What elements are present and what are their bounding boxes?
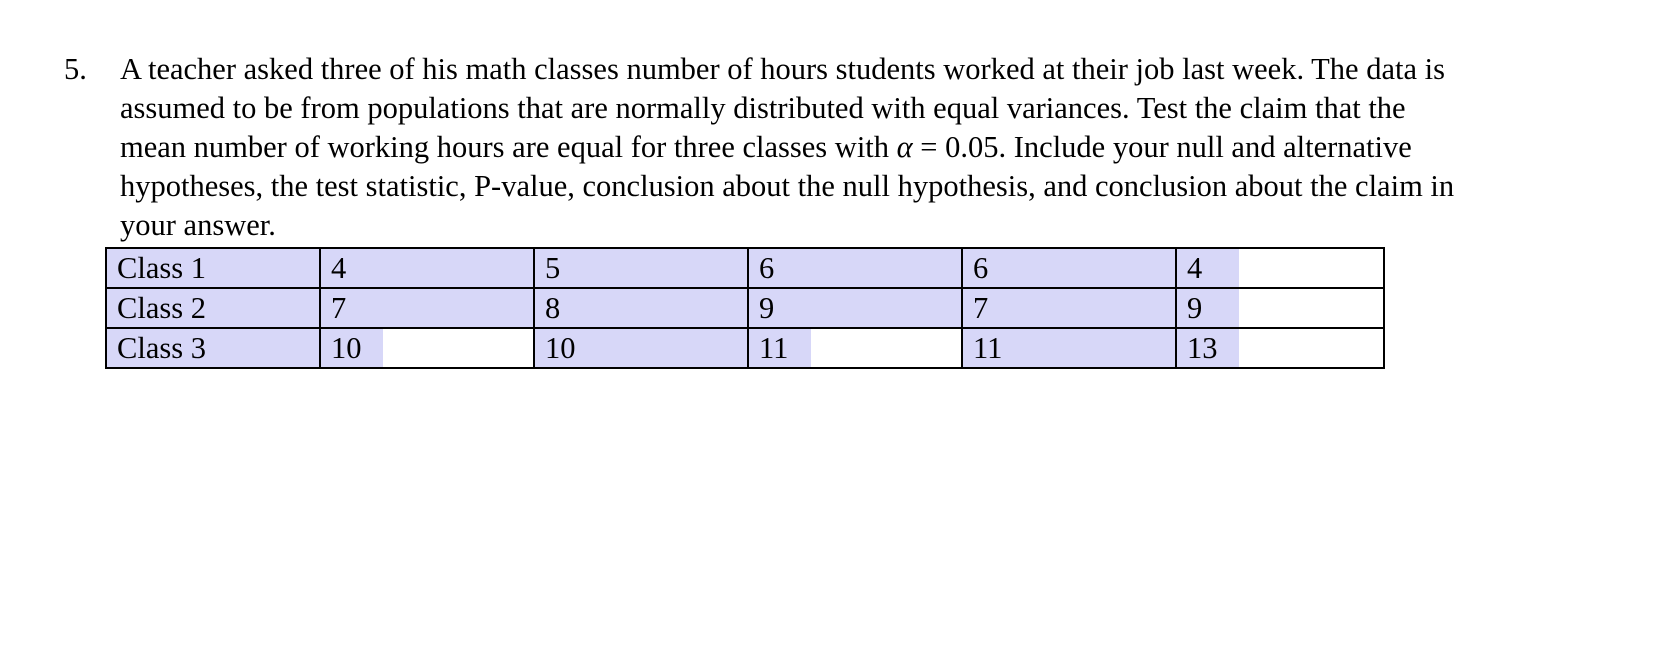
table-cell <box>534 248 748 288</box>
table-cell <box>962 328 1176 368</box>
table-cell <box>320 248 534 288</box>
table-cell <box>534 288 748 328</box>
table-cell <box>962 248 1176 288</box>
table-cell-label <box>106 248 320 288</box>
cell-text: 10 <box>321 329 383 367</box>
cell-text: 9 <box>1177 289 1239 327</box>
table-cell <box>320 328 534 368</box>
table-row-class-3 <box>106 328 1384 368</box>
cell-text: 4 <box>321 249 533 287</box>
cell-text: 10 <box>535 329 747 367</box>
table-cell <box>962 288 1176 328</box>
cell-text: 11 <box>963 329 1175 367</box>
question-number: 5. <box>64 52 87 86</box>
question-line: A teacher asked three of his math classes number of hours students worked at their job last week. The data is <box>120 52 1445 86</box>
table-cell-label <box>106 288 320 328</box>
table-cell <box>748 288 962 328</box>
question-line: your answer. <box>120 208 276 242</box>
cell-text: 13 <box>1177 329 1239 367</box>
cell-text: 9 <box>749 289 961 327</box>
table-row-class-2 <box>106 288 1384 328</box>
cell-text: Class 3 <box>107 329 319 367</box>
table-cell <box>748 328 962 368</box>
table-cell <box>534 328 748 368</box>
alpha-value-text: = 0.05. Include your null and alternative <box>912 130 1412 164</box>
table-cell <box>1176 328 1384 368</box>
cell-text: 4 <box>1177 249 1239 287</box>
table-row-class-1 <box>106 248 1384 288</box>
cell-text: Class 2 <box>107 289 319 327</box>
cell-text: 7 <box>963 289 1175 327</box>
cell-text: 6 <box>963 249 1175 287</box>
question-line: hypotheses, the test statistic, P-value, conclusion about the null hypothesis, and conclusion about the claim in <box>120 169 1455 203</box>
cell-text: Class 1 <box>107 249 319 287</box>
cell-text: 5 <box>535 249 747 287</box>
cell-text: 6 <box>749 249 961 287</box>
table-cell <box>320 288 534 328</box>
question-line-segment: mean number of working hours are equal for three classes with <box>120 130 897 164</box>
data-table <box>105 247 1385 369</box>
alpha-symbol: α <box>896 130 913 164</box>
table-cell <box>1176 248 1384 288</box>
question-text <box>120 50 1650 245</box>
question-line: assumed to be from populations that are normally distributed with equal variances. Test the claim that the <box>120 91 1406 125</box>
cell-text: 11 <box>749 329 811 367</box>
table-cell <box>748 248 962 288</box>
cell-text: 8 <box>535 289 747 327</box>
cell-text: 7 <box>321 289 533 327</box>
table-cell <box>1176 288 1384 328</box>
table-cell-label <box>106 328 320 368</box>
question-line <box>120 128 1650 167</box>
